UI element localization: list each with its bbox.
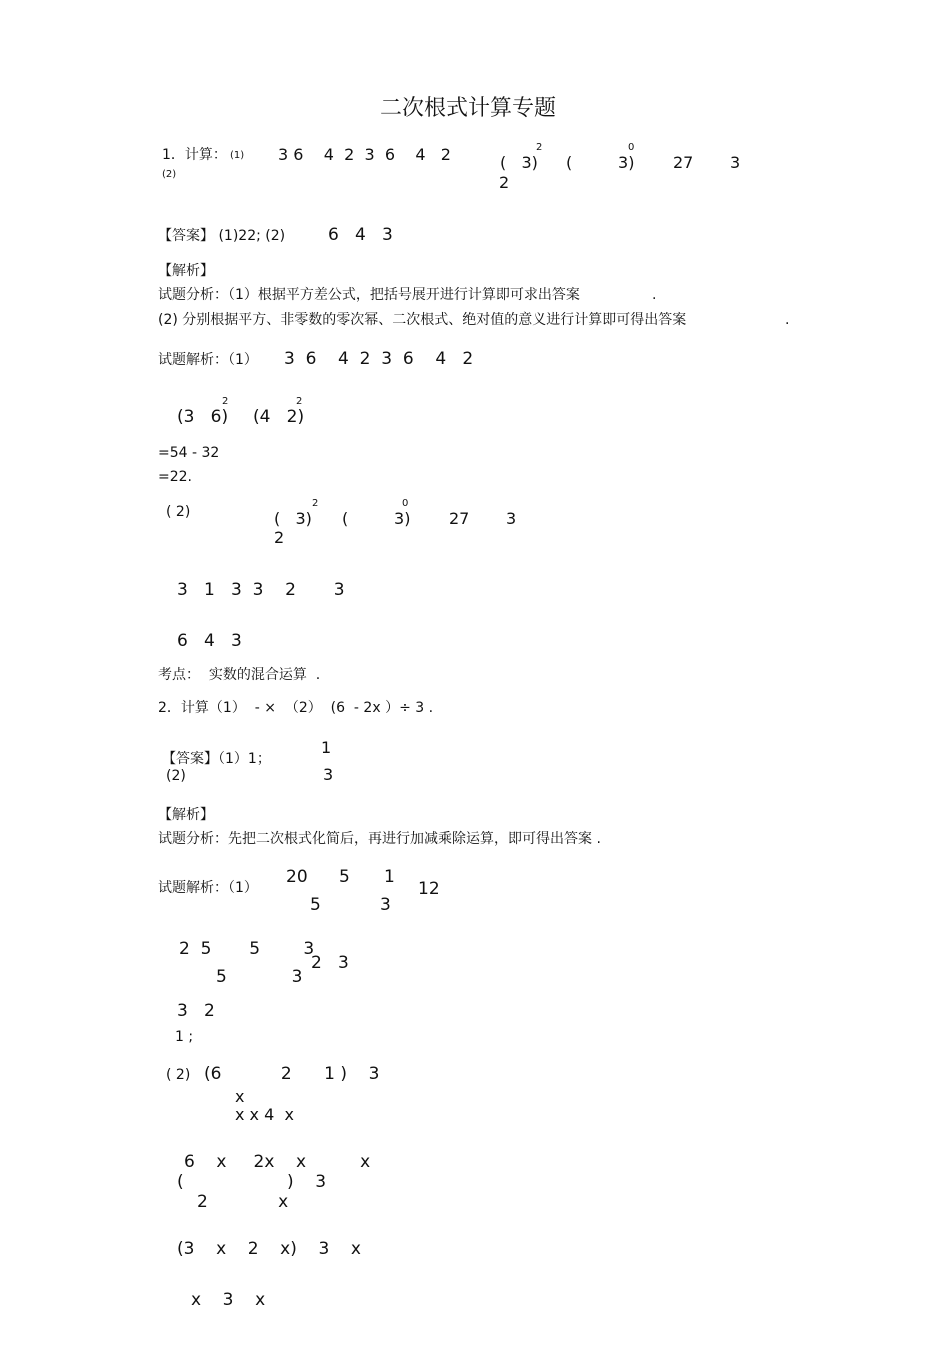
solution2-part2-step1-bottom: 2 x [197, 1192, 289, 1212]
solution1-step-a: (3 6) [177, 407, 229, 427]
solution1-part2-fraction-denominator: 2 [274, 528, 285, 547]
solution2-step3: 3 2 [177, 1001, 215, 1021]
solution1-step-a-exponent: 2 [222, 396, 229, 407]
solution2-c-numerator: 1 [384, 867, 395, 887]
solution1-part2-b-exponent: 0 [402, 498, 409, 509]
solution1-part2-a-exponent: 2 [312, 498, 319, 509]
q1-label: 1．计算： [162, 147, 227, 163]
analysis2-line1: 试题分析：先把二次根式化简后，再进行加减乘除运算，即可得出答案 . [158, 831, 601, 847]
solution1-part2-c: 27 [449, 509, 470, 528]
q1-expr2-a: ( 3) [500, 153, 538, 172]
solution2-part2-step1-top: 6 x 2x x x [184, 1152, 371, 1172]
solution2-label: 试题解析：（1） [158, 880, 258, 896]
solution2-step2-bottom: 5 3 [216, 967, 303, 987]
q1-expr2-b: ( 3) [566, 153, 635, 172]
solution1-part2-step2: 6 4 3 [177, 631, 242, 651]
solution2-part2-x: x [235, 1087, 245, 1106]
solution2-part2-step1-right: ) 3 [287, 1172, 327, 1192]
analysis2-label: 【解析】 [158, 807, 214, 823]
solution1-part2-b: ( 3) [342, 509, 411, 528]
analysis1-line1: 试题分析：（1）根据平方差公式，把括号展开进行计算即可求出答案 [158, 287, 580, 303]
kaodian: 考点： 实数的混合运算 . [158, 667, 321, 683]
solution2-step2-right: 2 3 [311, 953, 349, 973]
solution2-step4: 1 ; [175, 1029, 194, 1045]
answer1-value: 6 4 3 [328, 225, 393, 245]
q1-expr2-a-exponent: 2 [536, 142, 543, 153]
q1-expr2-d: 3 [730, 153, 741, 172]
solution1-step-b: (4 2) [253, 407, 305, 427]
solution2-b: 5 [339, 867, 350, 887]
solution1-step-b-exponent: 2 [296, 396, 303, 407]
solution2-part2-sub: x x 4 x [235, 1105, 294, 1124]
solution1-step-c: =54 - 32 [158, 445, 220, 461]
solution1-part2-label: ( 2) [166, 504, 191, 520]
solution2-a-numerator: 20 [286, 867, 308, 887]
answer2-label: 【答案】（1）1； [162, 751, 271, 767]
answer1-label: 【答案】 (1)22; (2) [158, 228, 286, 244]
solution2-part2-step2: (3 x 2 x) 3 x [177, 1239, 361, 1259]
solution1-part2-step1: 3 1 3 3 2 3 [177, 580, 345, 600]
q1-expr2-b-exponent: 0 [628, 142, 635, 153]
solution1-expr: 3 6 4 2 3 6 4 2 [284, 349, 474, 369]
solution2-part2-step3: x 3 x [191, 1290, 266, 1310]
q1-part2-label: (2) [162, 169, 177, 180]
analysis1-line1-end: . [652, 287, 657, 303]
answer2-part2-label: (2) [166, 768, 186, 784]
solution2-a-denominator: 5 [310, 895, 321, 915]
q1-expr2-c: 27 [673, 153, 694, 172]
answer2-denominator: 3 [323, 765, 334, 784]
solution2-part2-line: (6 2 1 ) 3 [204, 1064, 380, 1084]
q2-text: 2．计算（1） - × （2） (6 - 2x ）÷ 3 . [158, 700, 434, 716]
solution2-part2-step1-left-paren: ( [177, 1172, 184, 1192]
solution2-d: 12 [418, 879, 440, 899]
q1-part1-label: (1) [230, 150, 245, 161]
solution1-part2-d: 3 [506, 509, 517, 528]
q1-expr1: 3 6 4 2 3 6 4 2 [278, 145, 451, 164]
solution1-label: 试题解析：（1） [158, 352, 258, 368]
q1-expr2-fraction-denominator: 2 [499, 173, 510, 192]
analysis1-line2-end: . [785, 312, 790, 328]
answer2-numerator: 1 [321, 738, 332, 757]
solution2-step2-top: 2 5 5 3 [179, 939, 315, 959]
solution2-part2-label: ( 2) [166, 1067, 191, 1083]
solution2-c-denominator: 3 [380, 895, 391, 915]
solution1-part2-a: ( 3) [274, 509, 312, 528]
page-title: 二次根式计算专题 [380, 96, 557, 121]
solution1-step-d: =22. [158, 469, 192, 485]
analysis1-line2: (2) 分别根据平方、非零数的零次幂、二次根式、绝对值的意义进行计算即可得出答案 [158, 312, 687, 328]
analysis1-label: 【解析】 [158, 263, 214, 279]
